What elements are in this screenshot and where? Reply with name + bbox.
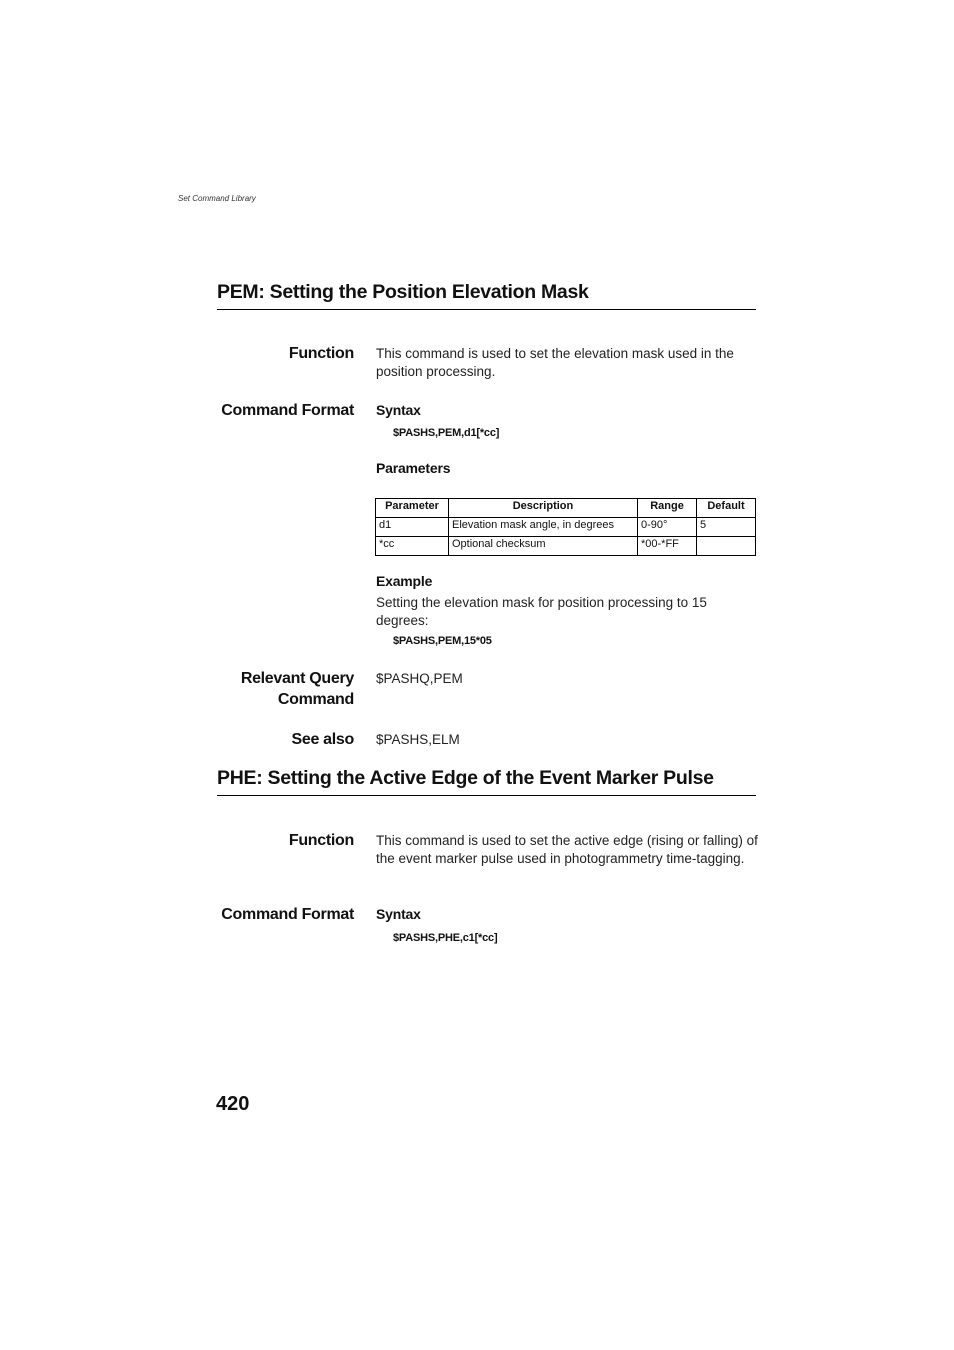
table-header-cell: Parameter bbox=[376, 499, 449, 518]
table-header-cell: Description bbox=[449, 499, 638, 518]
table-row bbox=[376, 518, 756, 537]
see-also-label: See also bbox=[291, 731, 354, 748]
table-cell: 5 bbox=[697, 518, 756, 537]
section-title-text: PHE: Setting the Active Edge of the Event Marker Pulse bbox=[217, 767, 714, 789]
relevant-query-label-line-1: Relevant Query bbox=[240, 670, 354, 687]
table-header-cell: Default bbox=[697, 499, 756, 518]
example-code: $PASHS,PEM,15*05 bbox=[393, 635, 492, 647]
relevant-query-label bbox=[241, 668, 354, 710]
function-text: This command is used to set the elevation mask used in the position processing. bbox=[376, 346, 734, 379]
running-head: Set Command Library bbox=[178, 194, 256, 203]
parameters-label: Parameters bbox=[376, 460, 451, 476]
table-cell bbox=[697, 537, 756, 556]
syntax-code: $PASHS,PEM,d1[*cc] bbox=[393, 427, 500, 439]
example-label: Example bbox=[376, 573, 433, 589]
table-cell: *cc bbox=[376, 537, 449, 556]
command-format-label: Command Format bbox=[221, 402, 354, 419]
table-header-row bbox=[376, 499, 756, 518]
parameters-table bbox=[375, 498, 756, 556]
relevant-query-label-line-2: Command bbox=[277, 691, 354, 708]
relevant-query-value: $PASHQ,PEM bbox=[376, 671, 463, 686]
syntax-label: Syntax bbox=[376, 402, 421, 418]
table-cell: Elevation mask angle, in degrees bbox=[449, 518, 638, 537]
function-label: Function bbox=[288, 345, 354, 362]
table-cell: 0-90° bbox=[638, 518, 697, 537]
page-number: 420 bbox=[216, 1093, 250, 1115]
table-cell: d1 bbox=[376, 518, 449, 537]
see-also-value: $PASHS,ELM bbox=[376, 732, 460, 747]
function-label: Function bbox=[288, 832, 354, 849]
table-row bbox=[376, 537, 756, 556]
syntax-label: Syntax bbox=[376, 906, 421, 922]
example-text: Setting the elevation mask for position processing to 15 degrees: bbox=[376, 595, 707, 628]
table-cell: Optional checksum bbox=[449, 537, 638, 556]
section-title-pem bbox=[217, 281, 756, 310]
table-cell: *00-*FF bbox=[638, 537, 697, 556]
command-format-label: Command Format bbox=[221, 906, 354, 923]
section-title-phe bbox=[217, 767, 756, 796]
function-text: This command is used to set the active edge (rising or falling) of the event marker pulse used in photogrammetry time-tagging. bbox=[376, 833, 758, 866]
syntax-code: $PASHS,PHE,c1[*cc] bbox=[393, 932, 498, 944]
table-header-cell: Range bbox=[638, 499, 697, 518]
section-title-text: PEM: Setting the Position Elevation Mask bbox=[217, 281, 589, 303]
